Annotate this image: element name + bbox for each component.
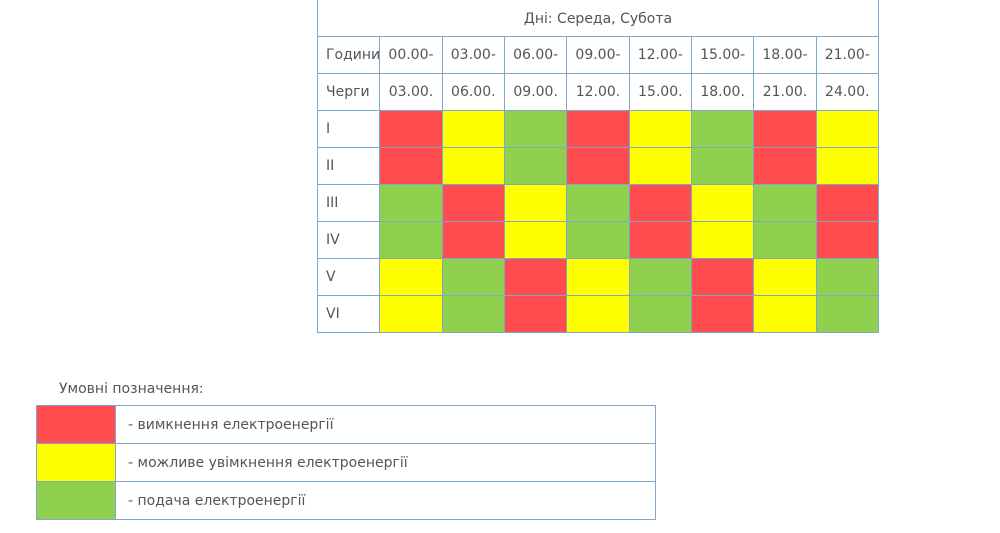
slot-start: 21.00- [816, 37, 878, 74]
schedule-cell-red [629, 222, 691, 259]
schedule-cell-yellow [442, 111, 504, 148]
schedule-cell-red [691, 296, 753, 333]
schedule-title: Дні: Середа, Субота [318, 0, 879, 37]
schedule-cell-yellow [754, 259, 816, 296]
legend-caption: Умовні позначення: [59, 381, 204, 397]
legend-label: - подача електроенергії [116, 482, 656, 520]
schedule-cell-yellow [380, 296, 442, 333]
slot-end: 06.00. [442, 74, 504, 111]
schedule-cell-red [442, 222, 504, 259]
slot-start: 00.00- [380, 37, 442, 74]
schedule-cell-yellow [816, 148, 878, 185]
schedule-cell-green [816, 259, 878, 296]
schedule-cell-yellow [504, 185, 566, 222]
schedule-cell-yellow [691, 185, 753, 222]
legend-label: - можливе увімкнення електроенергії [116, 444, 656, 482]
schedule-cell-green [691, 111, 753, 148]
hours-label: Години [318, 37, 380, 74]
queue-label: V [318, 259, 380, 296]
schedule-cell-yellow [754, 296, 816, 333]
schedule-cell-green [380, 185, 442, 222]
slot-end: 15.00. [629, 74, 691, 111]
schedule-cell-red [380, 111, 442, 148]
schedule-cell-red [504, 259, 566, 296]
schedule-cell-green [629, 296, 691, 333]
slot-start: 06.00- [504, 37, 566, 74]
slot-end: 18.00. [691, 74, 753, 111]
schedule-cell-green [754, 222, 816, 259]
schedule-cell-yellow [567, 296, 629, 333]
slot-start: 18.00- [754, 37, 816, 74]
schedule-title-row [318, 0, 879, 37]
schedule-cell-red [504, 296, 566, 333]
schedule-cell-green [504, 111, 566, 148]
legend-label: - вимкнення електроенергії [116, 406, 656, 444]
schedule-cell-red [567, 148, 629, 185]
schedule-cell-red [816, 222, 878, 259]
slot-end: 24.00. [816, 74, 878, 111]
schedule-cell-yellow [691, 222, 753, 259]
legend-table [36, 405, 656, 520]
legend-swatch-yellow [37, 444, 116, 482]
schedule-cell-red [754, 111, 816, 148]
queue-label: I [318, 111, 380, 148]
hours-end-row [318, 74, 879, 111]
legend-swatch-green [37, 482, 116, 520]
queue-row [318, 185, 879, 222]
queue-label: IV [318, 222, 380, 259]
queue-row [318, 222, 879, 259]
hours-start-row [318, 37, 879, 74]
queue-label: II [318, 148, 380, 185]
schedule-cell-green [504, 148, 566, 185]
schedule-cell-yellow [567, 259, 629, 296]
schedule-cell-red [442, 185, 504, 222]
slot-start: 12.00- [629, 37, 691, 74]
legend-row-outage [37, 406, 656, 444]
schedule-cell-red [629, 185, 691, 222]
schedule-cell-green [567, 185, 629, 222]
queues-label: Черги [318, 74, 380, 111]
slot-start: 09.00- [567, 37, 629, 74]
schedule-cell-green [816, 296, 878, 333]
schedule-cell-red [754, 148, 816, 185]
slot-start: 15.00- [691, 37, 753, 74]
schedule-cell-red [691, 259, 753, 296]
queue-label: III [318, 185, 380, 222]
schedule-cell-red [816, 185, 878, 222]
schedule-cell-green [567, 222, 629, 259]
schedule-cell-yellow [380, 259, 442, 296]
queue-row [318, 111, 879, 148]
schedule-cell-green [442, 296, 504, 333]
slot-end: 21.00. [754, 74, 816, 111]
legend-swatch-red [37, 406, 116, 444]
slot-end: 09.00. [504, 74, 566, 111]
schedule-cell-yellow [629, 111, 691, 148]
schedule-cell-yellow [629, 148, 691, 185]
schedule-cell-green [442, 259, 504, 296]
queue-label: VI [318, 296, 380, 333]
schedule-cell-yellow [442, 148, 504, 185]
schedule-cell-yellow [504, 222, 566, 259]
schedule-cell-green [629, 259, 691, 296]
schedule-cell-green [380, 222, 442, 259]
slot-start: 03.00- [442, 37, 504, 74]
legend-row-possible-on [37, 444, 656, 482]
queue-row [318, 296, 879, 333]
schedule-cell-green [691, 148, 753, 185]
schedule-cell-green [754, 185, 816, 222]
slot-end: 03.00. [380, 74, 442, 111]
queue-row [318, 148, 879, 185]
queue-row [318, 259, 879, 296]
outage-schedule-table [317, 0, 879, 333]
legend-row-supply [37, 482, 656, 520]
schedule-cell-red [380, 148, 442, 185]
slot-end: 12.00. [567, 74, 629, 111]
schedule-cell-red [567, 111, 629, 148]
schedule-cell-yellow [816, 111, 878, 148]
